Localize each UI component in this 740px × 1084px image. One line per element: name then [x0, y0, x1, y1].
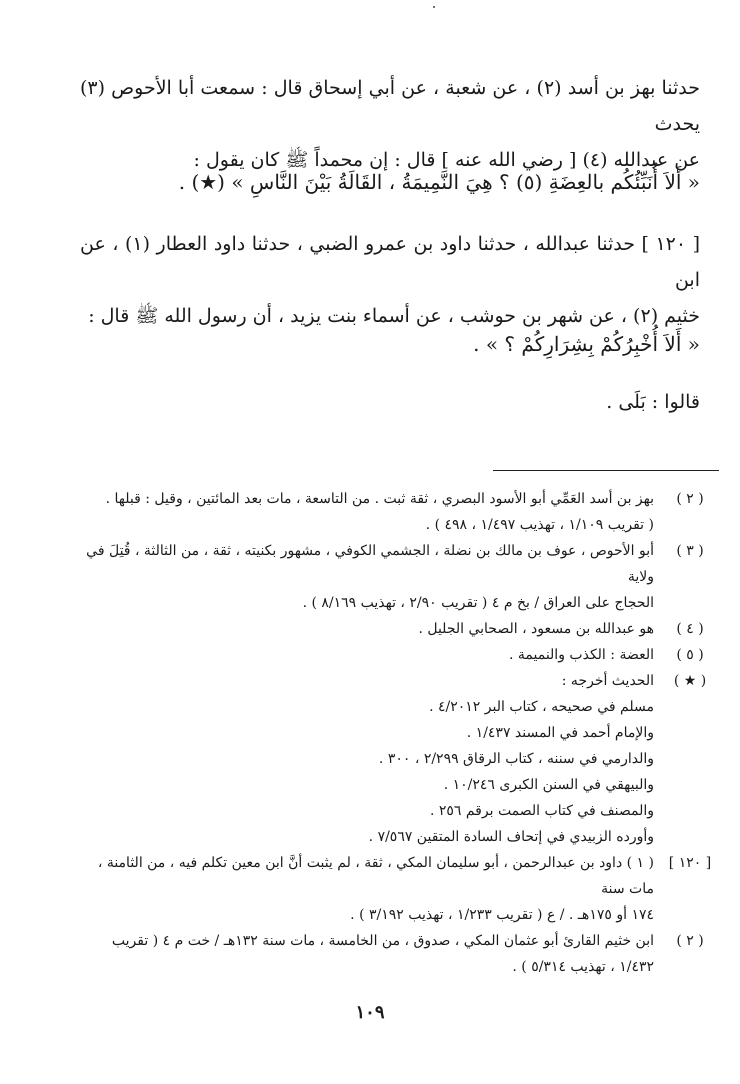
footnote-line: الحجاج على العراق / بخ م ٤ ( تقريب ٢/٩٠ ، تهذيب ٨/١٦٩ ) .	[302, 595, 654, 611]
footnote-line: بهز بن أسد العَمِّي أبو الأسود البصري ، ثقة ثبت . من التاسعة ، مات بعد المائتين ، وقيل : قبلها .	[105, 491, 654, 507]
footnote-number: ( ٤ )	[676, 621, 704, 637]
footnote	[76, 850, 726, 928]
footnote-line: والبيهقي في السنن الكبرى ١٠/٢٤٦ .	[443, 777, 654, 793]
footnote-line: الحديث أخرجه :	[561, 673, 654, 689]
text-line: حدثنا بهز بن أسد (٢) ، عن شعبة ، عن أبي إسحاق قال : سمعت أبا الأحوص (٣) يحدث	[80, 77, 700, 135]
footnote	[76, 616, 726, 642]
footnote-line: العضة : الكذب والنميمة .	[509, 647, 654, 663]
footnote-number: [ ١٢٠ ]	[668, 855, 712, 871]
hadith-119-quote	[80, 164, 700, 200]
footnote	[76, 928, 726, 980]
footnote-separator	[493, 470, 719, 471]
footnote-line: مسلم في صحيحه ، كتاب البر ٤/٢٠١٢ .	[429, 699, 654, 715]
print-speck	[433, 6, 435, 8]
footnote-number: ( ٢ )	[676, 491, 704, 507]
footnote-number: ( ٣ )	[676, 543, 704, 559]
hadith-119-intro	[80, 70, 700, 178]
footnote-line: ١٧٤ أو ١٧٥هـ . / ع ( تقريب ١/٢٣٣ ، تهذيب ٣/١٩٢ ) .	[350, 907, 654, 923]
footnote-line: هو عبدالله بن مسعود ، الصحابي الجليل .	[418, 621, 654, 637]
footnote-line: ( ١ ) داود بن عبدالرحمن ، أبو سليمان المكي ، ثقة ، لم يثبت أنَّ ابن معين تكلم فيه ، من الثامنة ، مات سنة	[97, 855, 654, 897]
footnote-number: ( ٢ )	[676, 933, 704, 949]
footnote-line: أبو الأحوص ، عوف بن مالك بن نضلة ، الجشمي الكوفي ، مشهور بكنيته ، ثقة ، من الثالثة ، قُتِلَ في ولاية	[86, 543, 654, 585]
quote-line: « أَلاَ أُنَبِّئُكُم بالعِضَةِ (٥) ؟ هِيَ النَّمِيمَةُ ، القَالَةُ بَيْنَ النَّاسِ » (★) .	[178, 170, 700, 194]
text-line: عن عبدالله (٤) [ رضي الله عنه ] قال : إن محمداً ﷺ كان يقول :	[193, 149, 700, 171]
reply-line: قالوا : بَلَى .	[606, 391, 700, 413]
footnote	[76, 486, 726, 538]
footnote-number: ( ★ )	[673, 673, 707, 689]
footnote	[76, 538, 726, 616]
footnote-line: والمصنف في كتاب الصمت برقم ٢٥٦ .	[429, 803, 654, 819]
footnote	[76, 642, 726, 668]
hadith-120-intro	[80, 226, 700, 334]
footnote-line: ابن خثيم القارئ أبو عثمان المكي ، صدوق ، من الخامسة ، مات سنة ١٣٢هـ / خت م ٤ ( تقريب	[111, 933, 654, 949]
hadith-120-reply	[80, 384, 700, 420]
page-number: ١٠٩	[355, 1002, 385, 1023]
text-line: [ ١٢٠ ] حدثنا عبدالله ، حدثنا داود بن عمرو الضبي ، حدثنا داود العطار (١) ، عن ابن	[80, 233, 700, 291]
footnote-line: ( تقريب ١/١٠٩ ، تهذيب ١/٤٩٧ ، ٤٩٨ ) .	[425, 517, 654, 533]
footnote	[76, 668, 726, 850]
text-line: خثيم (٢) ، عن شهر بن حوشب ، عن أسماء بنت يزيد ، أن رسول الله ﷺ قال :	[88, 305, 700, 327]
footnote-line: ١/٤٣٢ ، تهذيب ٥/٣١٤ ) .	[512, 959, 654, 975]
quote-line: « أَلاَ أُخْبِرُكُمْ بِشِرَارِكُمْ ؟ » .	[473, 332, 700, 356]
hadith-120-quote	[80, 326, 700, 362]
footnotes	[76, 486, 726, 980]
footnote-number: ( ٥ )	[676, 647, 704, 663]
footnote-line: والدارمي في سننه ، كتاب الرقاق ٢/٢٩٩ ، ٣٠٠ .	[378, 751, 654, 767]
footnote-line: وأورده الزبيدي في إتحاف السادة المتقين ٧/٥٦٧ .	[368, 829, 654, 845]
footnote-line: والإمام أحمد في المسند ١/٤٣٧ .	[466, 725, 654, 741]
